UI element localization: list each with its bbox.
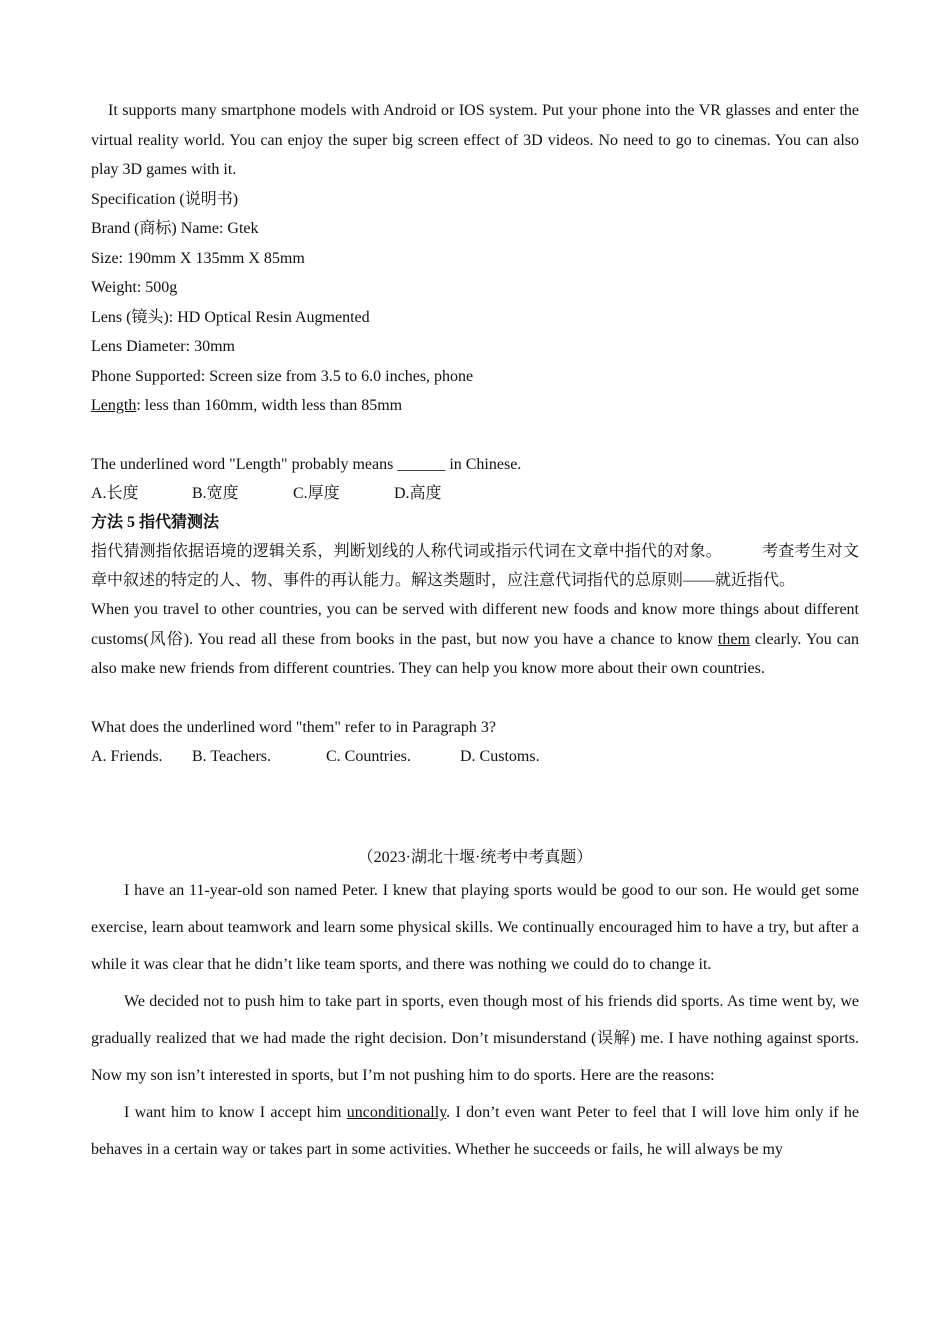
underlined-word-unconditionally: unconditionally — [346, 1104, 447, 1121]
option-b: B.宽度 — [192, 485, 239, 502]
spec-title: Specification (说明书) — [91, 190, 239, 208]
spec-length-rest: : less than 160mm, width less than 85mm — [136, 397, 403, 414]
spec-lens: Lens (镜头): HD Optical Resin Augmented — [91, 308, 370, 326]
method5-description — [91, 537, 859, 595]
passage3-source: （2023·湖北十堰·统考中考真题） — [357, 849, 593, 866]
passage3-para1: I have an 11-year-old son named Peter. I knew that playing sports would be good to our son. He would get some exercise, learn about teamwork and learn some physical skills. We continually encouraged him to have a try, but after a while it was clear that he didn’t like team sports, and there was nothing we could do to change it. — [91, 882, 859, 973]
spec-length — [91, 391, 859, 421]
method5-desc-part2: 考查考生对文章中叙述的特定的人、物、事件的再认能力。解这类题时，应注意代词指代的总原则——就近指代。 — [91, 543, 859, 589]
question1-options — [91, 479, 859, 508]
passage2-after: clearly. You can also make new friends from different countries. They can help you know more about their own countries. — [91, 630, 860, 677]
spec-brand: Brand (商标) Name: Gtek — [91, 220, 259, 237]
spec-weight: Weight: 500g — [91, 279, 178, 296]
option-a: A.长度 — [91, 485, 139, 502]
passage3-para3-after: . I don’t even want Peter to feel that I will love him only if he behaves in a certain way or takes part in some activities. Whether he succeeds or fails, he will always be my — [91, 1104, 859, 1158]
question2-text: What does the underlined word "them" refer to in Paragraph 3? — [91, 718, 496, 736]
blank-line — [91, 684, 859, 713]
option-b: B. Teachers. — [192, 748, 271, 765]
passage3-para2: We decided not to push him to take part in sports, even though most of his friends did sports. As time went by, we gradually realized that we had made the right decision. Don’t misunderstand (误解) me. I have nothing against sports. Now my son isn’t interested in sports, but I’m not pushing him to do sports. Here are the reasons: — [91, 993, 859, 1084]
passage3-para3 — [91, 1094, 859, 1168]
option-c: C. Countries. — [326, 748, 411, 765]
passage2-text — [91, 595, 859, 684]
option-a: A. Friends. — [91, 748, 163, 765]
passage1-intro: It supports many smartphone models with Android or IOS system. Put your phone into the VR glasses and enter the virtual reality world. You can enjoy the super big screen effect of 3D videos. No need to go to cinemas. You can also play 3D games with it. — [91, 102, 859, 178]
option-d: D.高度 — [394, 485, 442, 502]
underlined-word-them: them — [717, 630, 750, 648]
option-d: D. Customs. — [460, 748, 540, 765]
blank-line — [91, 421, 859, 450]
spec-size: Size: 190mm X 135mm X 85mm — [91, 249, 305, 267]
method5-desc-part1: 指代猜测指依据语境的逻辑关系，判断划线的人称代词或指示代词在文章中指代的对象。 — [91, 543, 722, 560]
underlined-word-length: Length — [91, 397, 137, 414]
passage3-para3-before: I want him to know I accept him — [124, 1104, 347, 1121]
section-gap — [91, 771, 859, 843]
passage2-before: When you travel to other countries, you can be served with different new foods and know more things about different customs(风俗). You read all these from books in the past, but now you have a chance to know — [91, 601, 859, 648]
spec-phone-supported: Phone Supported: Screen size from 3.5 to 6.0 inches, phone — [91, 367, 474, 385]
method5-title: 方法 5 指代猜测法 — [91, 514, 220, 531]
question1-text: The underlined word "Length" probably means ______ in Chinese. — [91, 455, 522, 473]
document-page — [91, 96, 859, 1168]
option-c: C.厚度 — [293, 485, 340, 502]
question2-options — [91, 742, 859, 771]
spec-lens-diameter: Lens Diameter: 30mm — [91, 338, 235, 355]
